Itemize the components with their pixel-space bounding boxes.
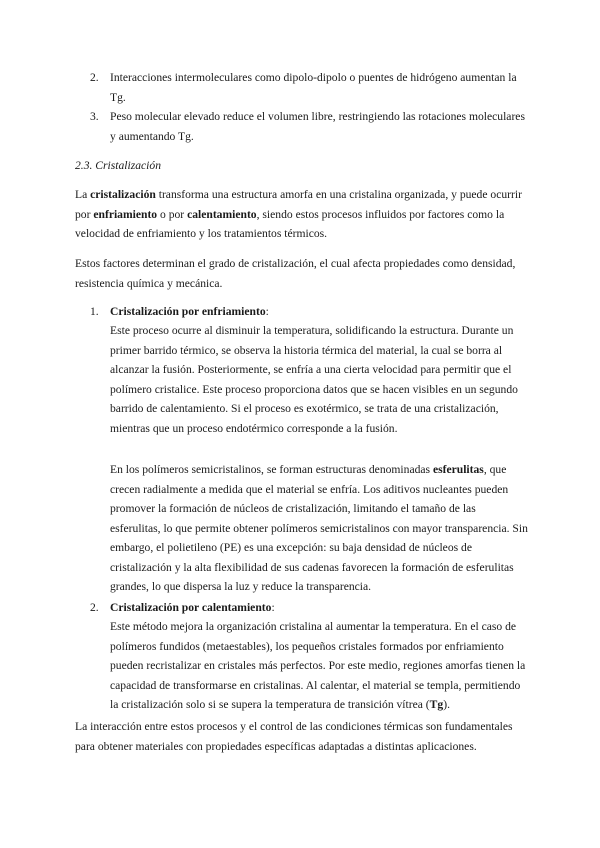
paragraph-esferulitas: [110, 460, 528, 597]
term-esferulitas: esferulitas: [432, 463, 484, 476]
list-item-peso-molecular: Peso molecular elevado reduce el volumen libre, restringiendo las rotaciones moleculares y aumentando Tg.: [110, 110, 525, 143]
list-item-intermolecular: Interacciones intermoleculares como dipolo-dipolo o puentes de hidrógeno aumentan la Tg.: [110, 71, 517, 104]
list-number: 1.: [90, 305, 99, 318]
item-body-enfriamiento: Este proceso ocurre al disminuir la temperatura, solidificando la estructura. Durante un primer barrido térmico, se observa la historia térmica del material, la cual se borra al alcanzar la fusión. Posteriormente, se enfría a una cierta velocidad para permitir que el polímero cristalice. Este proceso proporciona datos que se hacen visibles en un segundo barrido de calentamiento. Si el proceso es exotérmico, se trata de una cristalización, mientras que un proceso endotérmico corresponde a la fusión.: [110, 324, 518, 435]
para-text: transforma una estructura amorfa en una cristalina organizada, y puede ocurrir por: [75, 188, 522, 221]
item-title-colon: :: [265, 305, 269, 318]
term-tg: Tg: [429, 698, 444, 711]
para-text: o por: [157, 207, 188, 221]
para-text: En los polímeros semicristalinos, se forman estructuras denominadas: [110, 463, 433, 476]
paragraph-conclusion: La interacción entre estos procesos y el control de las condiciones térmicas son fundamentales para obtener materiales con propiedades específicas adaptadas a distintas aplicaciones.: [75, 720, 513, 753]
para-text: , que crecen radialmente a medida que el material se enfría. Los aditivos nucleantes pueden promover la formación de núcleos de cristalización, limitando el tamaño de las esferulitas, lo que permite obtener polímeros semicristalinos con mayor transparencia. Sin embargo, el polietileno (PE) es una excepción: su baja densidad de núcleos de cristalización y la alta flexibilidad de sus cadenas favorecen la formación de esferulitas grandes, lo que dispersa la luz y reduce la transparencia.: [110, 463, 528, 593]
term-calentamiento: calentamiento: [187, 207, 257, 221]
item-title: Cristalización por calentamiento: [110, 601, 272, 614]
para-text: , siendo estos procesos influidos por factores como la velocidad de enfriamiento y los tratamientos térmicos.: [75, 207, 505, 240]
paragraph-factores: Estos factores determinan el grado de cristalización, el cual afecta propiedades como densidad, resistencia química y mecánica.: [75, 257, 516, 290]
list-number: 2.: [90, 71, 99, 84]
para-text: La: [75, 188, 91, 201]
para-text: Este método mejora la organización cristalina al aumentar la temperatura. En el caso de polímeros fundidos (metaestables), los pequeños cristales formados por enfriamiento pueden recristalizar en cristales más perfectos. Por este medio, regiones amorfas tienen la capacidad de transformarse en cristalinas. Al calentar, el material se templa, permitiendo la cristalización solo si se supera la temperatura de transición vítrea (: [110, 620, 526, 711]
paragraph-cristalizacion: [75, 185, 530, 244]
list-number: 2.: [90, 601, 99, 614]
para-text: ).: [443, 698, 450, 711]
list-number: 3.: [90, 110, 99, 123]
section-heading: 2.3. Cristalización: [75, 159, 161, 172]
item-title-enfriamiento: [110, 302, 530, 322]
item-title-calentamiento: [110, 598, 530, 618]
term-enfriamiento: enfriamiento: [93, 207, 158, 221]
item-title: Cristalización por enfriamiento: [110, 305, 266, 318]
item-title-colon: :: [271, 601, 275, 614]
term-cristalizacion: cristalización: [90, 188, 156, 201]
item-body-calentamiento: [110, 617, 528, 715]
